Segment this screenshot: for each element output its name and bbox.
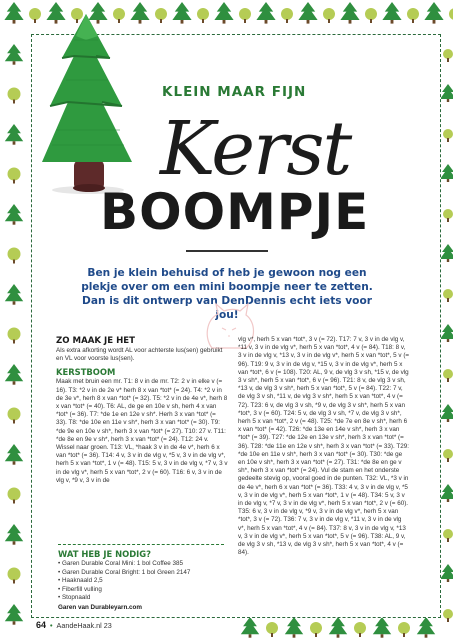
pine-tree-icon: [5, 124, 23, 145]
pine-tree-icon: [5, 524, 23, 545]
round-tree-icon: [310, 622, 322, 637]
kicker: KLEIN MAAR FIJN: [162, 84, 307, 100]
round-tree-icon: [443, 449, 453, 462]
pine-tree-icon: [440, 164, 453, 182]
kerstboom-heading: KERSTBOOM: [56, 367, 116, 378]
yarn-source: Garen van Durableyarn.com: [58, 603, 142, 611]
materials-item: • Stopnaald: [58, 594, 224, 603]
materials-heading: WAT HEB JE NODIG?: [58, 549, 152, 559]
round-tree-icon: [443, 129, 453, 142]
pine-tree-icon: [440, 244, 453, 262]
round-tree-icon: [197, 8, 209, 23]
pine-tree-icon: [5, 604, 23, 625]
round-tree-icon: [443, 369, 453, 382]
title-divider: [186, 250, 268, 252]
column-right: [238, 336, 410, 558]
pine-tree-icon: [424, 2, 443, 24]
how-to-text: Als extra afkorting wordt AL voor achterste lus(sen) gebruikt en VL voor voorste lus(sen).: [56, 347, 223, 363]
materials-item: • Garen Durable Coral Bright: 1 bol Green 2147: [58, 569, 224, 578]
round-tree-icon: [8, 168, 21, 184]
round-tree-icon: [407, 8, 419, 23]
pine-tree-icon: [298, 2, 317, 24]
pine-tree-icon: [417, 617, 435, 638]
round-tree-icon: [239, 8, 251, 23]
round-tree-icon: [8, 488, 21, 504]
how-to-heading: ZO MAAK JE HET: [56, 336, 136, 346]
round-tree-icon: [449, 8, 453, 23]
round-tree-icon: [443, 609, 453, 622]
round-tree-icon: [155, 8, 167, 23]
pine-tree-icon: [440, 324, 453, 342]
pine-tree-icon: [340, 2, 359, 24]
round-tree-icon: [8, 248, 21, 264]
materials-item: • Garen Durable Coral Mini: 1 bol Coffee 385: [58, 560, 224, 569]
pine-tree-icon: [373, 617, 391, 638]
round-tree-icon: [8, 568, 21, 584]
pine-tree-icon: [285, 617, 303, 638]
pine-tree-icon: [4, 2, 23, 24]
round-tree-icon: [365, 8, 377, 23]
materials-box: [58, 544, 224, 613]
page-footer: [36, 620, 236, 630]
round-tree-icon: [8, 88, 21, 104]
pine-tree-icon: [214, 2, 233, 24]
pattern-text-left: Maak met bruin een mr. T1: 8 v in de mr. T2: 2 v in elke v (= 16). T3: *2 v in de 2e v* herh 8 x van *tot* (= 24). T4: *2 v in de 3e v*, herh 8 x van *tot* (= 32). T5: *2 v in de 4e v*, herh 8 x van *tot* (= 40). T6: AL, de ge en 10e v sh, herh 4 x van *tot* (= 36). T7: *de 1e en 12e v sh*. Herh 3 x van *tot* (= 33). T8: *de 10e en 11e v sh*, herh 3 x van *tot* (= 30). T9: *de 9e en 10e v sh*, herh 3 x van *tot* (= 27). T10: 27 v. T11: *de 8e en 9e v sh*, herh 3 x van *tot* (= 24). T12: 24 v. Wissel naar groen. T13: VL, *haak 3 v in de 4e v*, herh 6 x van *tot* (= 36). T14: 4 v, 3 v in de vlg v, *5 v, 3 v in de vlg v*, herh 5 x van *tot*, 1 v (= 48). T15: 5 v, 3 v in de vlg v, *7 v, 3 v in de vlg v*, herh 5 x van *tot*, 2 v (= 60). T16: 6 v, 3 v in de vlg v, *9 v, 3 v in de: [56, 378, 228, 484]
pine-tree-icon: [5, 284, 23, 305]
intro-text: Ben je klein behuisd of heb je gewoon nog een plekje over om een mini boompje neer te zetten. Dan is dit ontwerp van DenDennis echt iets voor jou!: [81, 267, 373, 321]
pine-tree-icon: [440, 484, 453, 502]
pine-tree-icon: [172, 2, 191, 24]
pine-tree-icon: [5, 364, 23, 385]
pine-tree-icon: [440, 404, 453, 422]
round-tree-icon: [8, 408, 21, 424]
pine-tree-icon: [256, 2, 275, 24]
page-number: 64: [36, 620, 47, 630]
round-tree-icon: [443, 49, 453, 62]
pine-tree-icon: [329, 617, 347, 638]
round-tree-icon: [443, 529, 453, 542]
crochet-tree-photo: [36, 10, 136, 195]
round-tree-icon: [323, 8, 335, 23]
pattern-text-right: vlg v*, herh 5 x van *tot*, 3 v (= 72). T17: 7 v, 3 v in de vlg v, *11 v, 3 v in de vlg v*, herh 5 x van *tot*, 4 v (= 84). T18: 8 v, 3 v in de vlg v, *13 v, 3 v in de vlg v*, herh 5 x van *tot*, 5 v (= 96). T19: 9 v, 3 v in de vlg v, *15 v, 3 v in de vlg v*, herh 5 x van *tot*, 6 v (= 108). T20: AL, 9 v, de vlg 3 v sh, *15 v, de vlg 3 v sh*, herh 5 x van *tot*, 6 v (= 96). T21: 8 v, de vlg 3 v sh, *13 v, de vlg 3 v sh*, herh 5 x van *tot*, 5 v (= 84). T22: 7 v, de vlg 3 v sh, *11 v, de vlg 3 v sh*, herh 5 x van *tot*, 4 v (= 72). T23: 6 v, de vlg 3 v sh, *9 v, de vlg 3 v sh*, herh 5 x van *tot*, 3 v (= 60). T24: 5 v, de vlg 3 v sh, *7 v, de vlg 3 v sh*, herh 5 x van *tot*, 2 v (= 48). T25: *de 7e en 8e v sh*, herh 6 x van *tot* (= 42). T26: *de 13e en 14e v sh*, herh 3 x van *tot* (= 39). T27: *de 12e en 13e v sh*, herh 3 x van *tot* (= 36). T28: *de 11e en 12e v sh*, herh 3 x van *tot* (= 33). T29: *de 10e en 11e v sh*, herh 3 x van *tot* (= 30). T30: *de ge en 10e v sh*, herh 3 x van *tot* (= 27). T31: *de 8e en ge v sh*, herh 3 x van *tot* (= 24). Vul de stam en het onderste gedeelte stevig op, vooral goed in de punten. T32: VL, *3 v in de 4e v*, herh 6 x van *tot* (= 36). T33: 4 v, 3 v in de vlg v, *5 v, 3 v in de vlg v*, herh 5 x van *tot*, 1 v (= 48). T34: 5 v, 3 v in de vlg v, *7 v, 3 v in de vlg v*, herh 5 x van *tot*, 2 v (= 60). T35: 6 v, 3 v in de vlg v, *9 v, 3 v in de vlg v*, herh 5 x van *tot*, 3 v (= 72). T36: 7 v, 3 v in de vlg v, *11 v, 3 v in de vlg v*, herh 5 x van *tot*, 4 v (= 84). T37: 8 v, 3 v in de vlg v, *13 v, 3 v in de vlg v*, herh 5 x van *tot*, 5 v (= 96). T38: AL, 9 v, de vlg 3 v sh, *13 v, de vlg 3 v sh*, herh 5 x van *tot*, 4 v (= 84).: [238, 336, 410, 557]
materials-list: [58, 560, 224, 603]
pine-tree-icon: [440, 564, 453, 582]
materials-item: • Haaknaald 2,5: [58, 577, 224, 586]
round-tree-icon: [266, 622, 278, 637]
issue-label: AandeHaak.nl 23: [56, 620, 112, 630]
round-tree-icon: [281, 8, 293, 23]
round-tree-icon: [8, 328, 21, 344]
pine-tree-icon: [241, 617, 259, 638]
pine-tree-icon: [5, 444, 23, 465]
round-tree-icon: [398, 622, 410, 637]
materials-item: • Fiberfill vulling: [58, 586, 224, 595]
pine-tree-icon: [382, 2, 401, 24]
round-tree-icon: [443, 209, 453, 222]
round-tree-icon: [354, 622, 366, 637]
bullet-separator: •: [50, 620, 53, 630]
column-left: [56, 336, 228, 486]
title-script: Kerst: [160, 106, 351, 192]
round-tree-icon: [443, 289, 453, 302]
pine-tree-icon: [5, 204, 23, 225]
pine-tree-icon: [440, 84, 453, 102]
pine-tree-icon: [5, 44, 23, 65]
title-block: BOOMPJE: [100, 183, 370, 241]
